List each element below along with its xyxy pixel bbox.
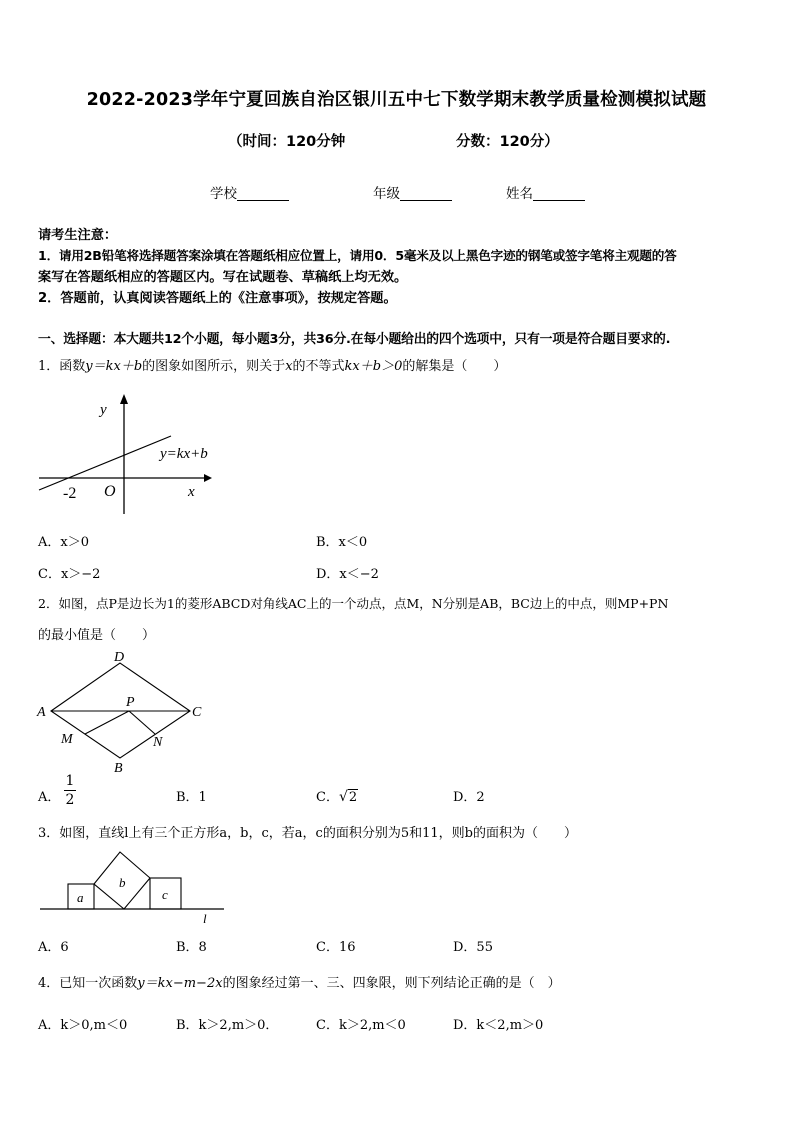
exam-title: 2022-2023学年宁夏回族自治区银川五中七下数学期末教学质量检测模拟试题: [86, 90, 707, 110]
fraction-denominator: 2: [65, 792, 75, 808]
q1-text: 1．函数y＝kx＋b的图象如图所示，则关于x的不等式kx＋b＞0的解集是（ ）: [38, 359, 507, 374]
name-blank: [533, 186, 585, 201]
y-label: y: [100, 402, 107, 418]
fraction-bar: [64, 790, 76, 791]
q2-rhombus-figure: [30, 645, 220, 775]
q4-option-c[interactable]: C．k＞2,m＜0: [316, 1018, 406, 1033]
q4-option-d[interactable]: D．k＜2,m＞0: [453, 1018, 544, 1033]
exam-time: （时间：120分钟: [228, 134, 346, 150]
q3-option-b[interactable]: B．8: [176, 940, 207, 955]
point-p-label: P: [126, 695, 135, 710]
q1-option-c[interactable]: C．x＞−2: [38, 567, 101, 582]
school-field: 学校: [210, 182, 289, 202]
notice-line-2: 案写在答题纸相应的答题区内。写在试题卷、草稿纸上均无效。: [38, 270, 408, 285]
q2-text-line-2: 的最小值是（ ）: [38, 628, 156, 643]
point-c-label: C: [192, 705, 202, 720]
point-d-label: D: [114, 650, 125, 665]
q3-text: 3．如图，直线l上有三个正方形a，b，c，若a，c的面积分别为5和11，则b的面积为（ ）: [38, 826, 577, 841]
square-b-label: b: [119, 875, 126, 890]
q2-option-b[interactable]: B．1: [176, 790, 207, 805]
q1-option-d[interactable]: D．x＜−2: [316, 567, 379, 582]
fraction-numerator: 1: [65, 773, 75, 789]
square-a-label: a: [77, 890, 84, 905]
q3-squares-figure: [36, 848, 236, 926]
q3-option-a[interactable]: A．6: [38, 940, 69, 955]
point-n-label: N: [153, 735, 163, 750]
q2-text-line-1: 2．如图，点P是边长为1的菱形ABCD对角线AC上的一个动点，点M，N分别是AB，BC边上的中点，则MP+PN: [38, 596, 669, 611]
q1-graph: [36, 390, 216, 520]
section-heading: 一、选择题：本大题共12个小题，每小题3分，共36分.在每小题给出的四个选项中，只有一项是符合题目要求的.: [38, 332, 671, 347]
q4-text: 4．已知一次函数y＝kx−m−2x的图象经过第一、三、四象限，则下列结论正确的是（ ）: [38, 976, 561, 991]
neg2-label: -2: [63, 485, 77, 502]
q3-option-d[interactable]: D．55: [453, 940, 493, 955]
exam-score: 分数：120分）: [456, 134, 559, 150]
x-axis-arrow-icon: [204, 474, 212, 482]
q2-option-a[interactable]: A．: [38, 790, 61, 805]
q1-option-a[interactable]: A．x＞0: [38, 535, 89, 550]
grade-field: 年级: [373, 182, 452, 202]
line-l-label: l: [203, 911, 207, 926]
function-line: [39, 436, 171, 490]
segment-mp: [85, 711, 129, 734]
point-m-label: M: [61, 732, 73, 747]
notice-line-3: 2．答题前，认真阅读答题纸上的《注意事项》，按规定答题。: [38, 291, 397, 306]
q1-option-b[interactable]: B．x＜0: [316, 535, 368, 550]
notice-heading: 请考生注意：: [38, 228, 118, 243]
x-label: x: [188, 484, 195, 500]
name-field: 姓名: [506, 182, 585, 202]
segment-pn: [129, 711, 155, 734]
sqrt-icon: √: [338, 789, 348, 805]
square-c-label: c: [162, 887, 168, 902]
origin-label: O: [104, 483, 116, 500]
line-label: y=kx+b: [160, 446, 208, 462]
school-blank: [237, 186, 289, 201]
q4-option-b[interactable]: B．k＞2,m＞0．: [176, 1018, 279, 1033]
point-b-label: B: [114, 761, 123, 775]
q2-option-d[interactable]: D．2: [453, 790, 485, 805]
y-axis-arrow-icon: [120, 394, 128, 404]
q2-option-a-fraction: [64, 773, 76, 808]
q3-option-c[interactable]: C．16: [316, 940, 356, 955]
point-a-label: A: [37, 705, 46, 720]
q4-option-a[interactable]: A．k＞0,m＜0: [38, 1018, 128, 1033]
notice-line-1: 1．请用2B铅笔将选择题答案涂填在答题纸相应位置上，请用0．5毫米及以上黑色字迹的钢笔或签字笔将主观题的答: [38, 248, 677, 263]
q2-option-c[interactable]: C．√2: [316, 789, 358, 805]
grade-blank: [400, 186, 452, 201]
